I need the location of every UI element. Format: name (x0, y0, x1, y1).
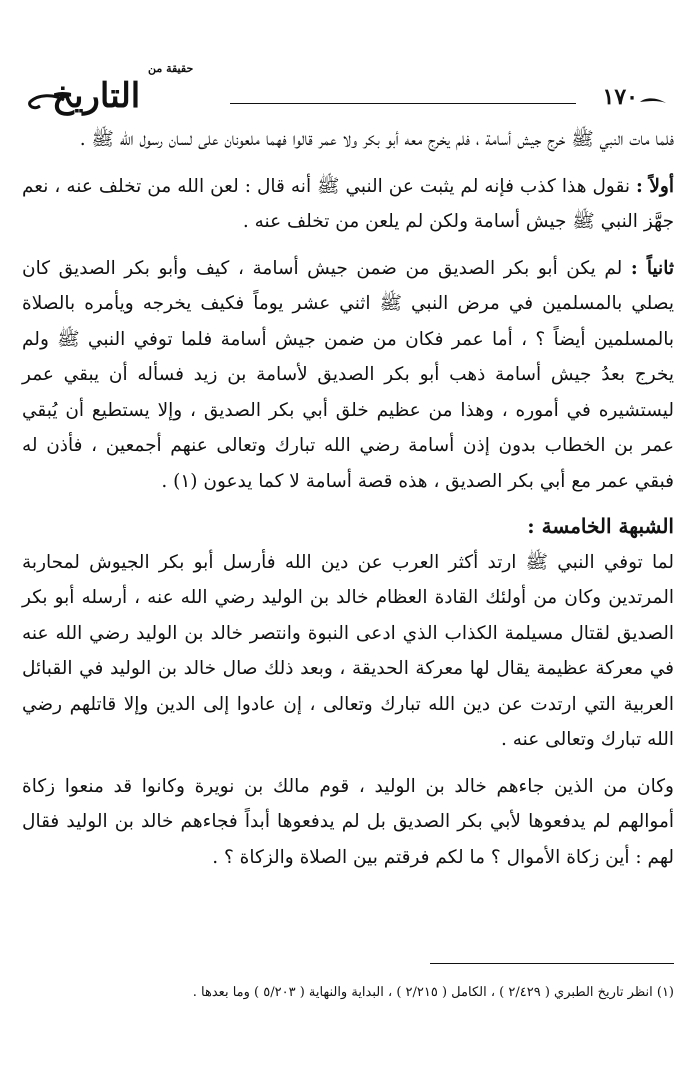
page-header (30, 58, 668, 118)
footnote: (١) انظر تاريخ الطبري ( ٢/٤٢٩ ) ، الكامل ( ٢/٢١٥ ) ، البداية والنهاية ( ٥/٢٠٣ ) وما بعدها . (192, 985, 674, 1000)
book-title-small: حقيقة من (148, 62, 194, 75)
header-rule (230, 103, 576, 104)
paragraph (22, 251, 674, 500)
paragraph-text: لما توفي النبي ﷺ ارتد أكثر العرب عن دين الله فأرسل أبو بكر الجيوش لمحاربة المرتدين وكان من أولئك القادة العظام خالد بن الوليد رضي الله عنه ، أرسله أبو بكر الصديق لقتال مسيلمة الكذاب الذي ادعى النبوة وانتصر خالد بن الوليد رضي الله عنه في معركة عظيمة يقال لها معركة الحديقة ، وبعد ذلك صال خالد بن الوليد في القبائل العربية التي ارتدت عن دين الله تبارك وتعالى ، إن عادوا إلى الدين وإلا قاتلهم رضي الله تبارك وتعالى عنه . (22, 551, 674, 750)
paragraph-text: لم يكن أبو بكر الصديق من ضمن جيش أسامة ، كيف وأبو بكر الصديق كان يصلي بالمسلمين في مرض النبي ﷺ اثني عشر يوماً فكيف يخرجه ويأمره بالصلاة بالمسلمين أيضاً ؟ ، أما عمر فكان من ضمن جيش أسامة فلما توفي النبي ﷺ ولم يخرج بعدُ جيش أسامة ذهب أبو بكر الصديق لأسامة بن زيد فسأله أن يبقي عمر ليستشيره في أموره ، وهذا من عظيم خلق أبي بكر الصديق ، وإلا يستطيع أن يُبقي عمر بن الخطاب بدون إذن أسامة رضي الله تبارك وتعالى عنهم أجمعين ، فأذن له فبقي عمر مع أبي بكر الصديق ، هذه قصة أسامة لا كما يدعون (١) . (22, 257, 674, 492)
paragraph (22, 769, 674, 876)
paragraph-text: وكان من الذين جاءهم خالد بن الوليد ، قوم مالك بن نويرة وكانوا قد منعوا زكاة أموالهم لم يدفعوها لأبي بكر الصديق بل لم يدفعوها أبداً فجاءهم خالد بن الوليد فقال لهم : أين زكاة الأموال ؟ ما لكم فرقتم بين الصلاة والزكاة ؟ . (22, 775, 674, 868)
book-title-logo (30, 62, 230, 118)
book-title-main: التاريخ (52, 76, 141, 116)
paragraph (22, 545, 674, 758)
page-number: ١٧٠ (602, 84, 638, 110)
footnote-rule (430, 963, 674, 964)
paragraph (22, 122, 674, 158)
point-label: أولاً : (635, 175, 674, 197)
paragraph (22, 169, 674, 240)
title-flourish-icon (26, 92, 66, 114)
swash-ornament-icon (638, 96, 668, 108)
point-label: ثانياً : (630, 257, 674, 279)
paragraph-text: فلما مات النبي ﷺ خرج جيش أسامة ، فلم يخرج معه أبو بكر ولا عمر قالوا فهما ملعونان على لسان رسول الله ﷺ . (79, 129, 674, 150)
paragraph-text: نقول هذا كذب فإنه لم يثبت عن النبي ﷺ أنه قال : لعن الله من تخلف عنه ، نعم جهَّز النبي ﷺ جيش أسامة ولكن لم يلعن من تخلف عنه . (22, 175, 674, 232)
section-heading: الشبهة الخامسة : (527, 514, 674, 538)
page-body (22, 122, 674, 875)
